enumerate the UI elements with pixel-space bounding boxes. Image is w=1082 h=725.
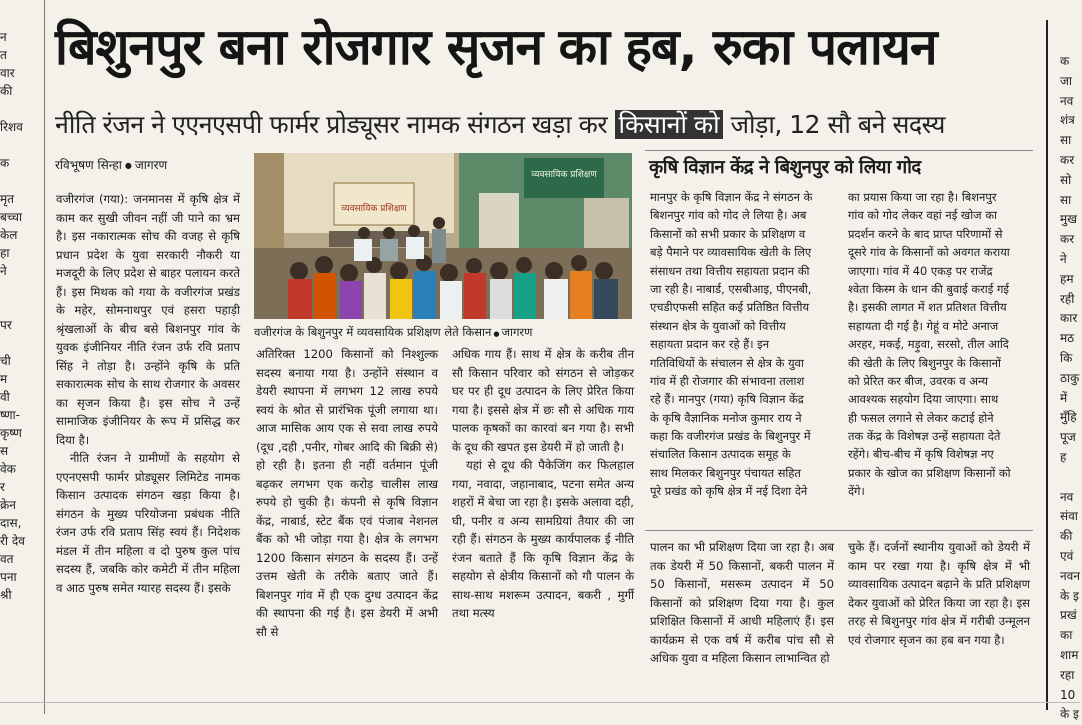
- subheadline: [55, 103, 1030, 147]
- adjacent-text-fragment: पर: [0, 318, 12, 332]
- adjacent-text-fragment: क: [1060, 54, 1070, 68]
- adjacent-text-fragment: वी: [0, 390, 10, 404]
- box-text-line: सहायता प्रदान कर रहे हैं। इन: [650, 337, 770, 352]
- article-paragraph: वजीरगंज (गया): जनमानस में कृषि क्षेत्र में काम कर सुखी जीवन नहीं जी पाने का भ्रम है। इस नकारात्मक सोच की वजह से कृषि प्रधान प्रदेश के युवा सरकारी नौकरी या मजदूरी के लिए प्रदेश से बाहर पलायन करते हैं। इस मिथक को गया के वजीरगंज प्रखंड के महेर, सोमनाथपुर एवं हसरा पहाड़ी श्रृंखलाओं के बीच बसे बिशनपुर गांव के युवक इंजीनियर नीति रंजन उर्फ रवि प्रताप सिंह ने तोड़ा है। उन्होंने कृषि के प्रति सकारात्मक सोच के साथ रोजगार के अवसर का सृजन किया है। इस सोच ने उन्हें सामाजिक इंजीनियर के रूप में प्रसिद्ध कर दिया है।: [56, 192, 240, 447]
- adjacent-text-fragment: [0, 172, 42, 190]
- headline: बिशुनपुर बना रोजगार सृजन का हब, रुका पलायन: [55, 18, 937, 76]
- box-text-line: गांव को गोद लेकर वहां नई खोज का: [848, 208, 997, 223]
- box-text-line: कहा कि वजीरगंज प्रखंड के बिशुनपुर में: [650, 429, 811, 444]
- box-text-line: साथ मिलकर बिशुनपुर पंचायत सहित: [650, 465, 801, 480]
- adjacent-text-fragment: न: [0, 30, 7, 44]
- byline-author: रविभूषण सिन्हा: [55, 158, 122, 172]
- byline-paper: जागरण: [134, 158, 168, 172]
- adjacent-text-fragment: वेक: [0, 462, 16, 476]
- adjacent-text-fragment: संवा: [1060, 509, 1078, 524]
- adjacent-text-fragment: शंत्र: [1060, 113, 1075, 128]
- left-adjacent-column: [0, 28, 42, 688]
- byline-dot: ●: [124, 160, 132, 170]
- box-text-line: रहे हैं। मानपुर (गया) कृषि विज्ञान केंद्र: [650, 392, 804, 407]
- adjacent-text-fragment: ने: [1060, 251, 1067, 266]
- box-text-line: बड़े पैमाने पर व्यावसायिक खेती के लिए: [650, 245, 812, 260]
- adjacent-text-fragment: [0, 298, 42, 316]
- adjacent-text-fragment: प्रखं: [1060, 608, 1077, 623]
- box-text-line: एचडीएफसी सहित कई प्रतिष्ठित वित्तीय: [650, 300, 810, 315]
- training-photo-illustration: [254, 153, 632, 319]
- adjacent-text-fragment: की: [0, 84, 13, 98]
- adjacent-text-fragment: ची: [0, 354, 11, 368]
- adjacent-text-fragment: वत: [0, 552, 14, 566]
- adjacent-text-fragment: ने: [0, 264, 7, 278]
- adjacent-text-fragment: श्री: [0, 588, 12, 602]
- article-column-1: [56, 190, 240, 690]
- adjacent-text-fragment: सा: [1060, 133, 1072, 148]
- adjacent-text-fragment: [1060, 468, 1082, 488]
- box-text-line: के कृषि वैज्ञानिक मनोज कुमार राय ने: [650, 410, 802, 425]
- box-text-line: संचालित किसान उत्पादक समूह के: [650, 447, 791, 462]
- adjacent-text-fragment: कर: [1060, 152, 1075, 167]
- box-text-line: संसाधन तथा वित्तीय सहायता प्रदान की: [650, 263, 810, 278]
- box-title: कृषि विज्ञान केंद्र ने बिशुनपुर को लिया गोद: [649, 157, 921, 178]
- box-text-line: आवश्यक सहयोग दिया जाएगा। साथ: [848, 392, 999, 407]
- adjacent-text-fragment: एवं: [1060, 548, 1074, 563]
- adjacent-text-fragment: सा: [1060, 192, 1072, 207]
- adjacent-text-fragment: [0, 136, 42, 154]
- adjacent-text-fragment: [0, 334, 42, 352]
- adjacent-text-fragment: रही: [1060, 291, 1075, 306]
- box-text-line: मानपुर के कृषि विज्ञान केंद्र ने संगठन के: [650, 190, 813, 204]
- subhead-text: नीति रंजन ने एएनएसपी फार्मर प्रोड्यूसर नामक संगठन खड़ा कर: [55, 110, 615, 139]
- box-text-line: देंगे।: [848, 484, 865, 499]
- adjacent-text-fragment: त: [0, 48, 7, 62]
- box-text-line: बिशनपुर गांव को गोद ले लिया है। अब: [650, 208, 807, 223]
- box-text-line: गांव में ही रोजगार की संभावना तलाश: [650, 373, 805, 388]
- adjacent-text-fragment: री देव: [0, 534, 25, 548]
- adjacent-text-fragment: की: [1060, 529, 1073, 544]
- box-text-line: को प्रेरित कर बीज, उवरक व अन्य: [848, 373, 988, 388]
- adjacent-text-fragment: केल: [0, 228, 18, 242]
- adjacent-text-fragment: स: [0, 444, 9, 458]
- adjacent-text-fragment: के इ: [1060, 707, 1079, 722]
- box-text-line: तक केंद्र के विशेषज्ञ उन्हें सहायता देते: [848, 429, 1001, 444]
- adjacent-text-fragment: रिशव: [0, 120, 23, 134]
- right-column-divider: [1046, 20, 1048, 710]
- right-adjacent-column: [1060, 52, 1082, 722]
- adjacent-text-fragment: मुख: [1060, 212, 1077, 227]
- box-text-line: अरहर, मकई, मड़ुवा, सरसो, तील आदि: [848, 337, 1009, 352]
- page-bottom-edge: [0, 702, 1080, 703]
- left-column-divider: [44, 0, 45, 714]
- adjacent-text-fragment: हम: [1060, 271, 1074, 286]
- box-column-a: [650, 188, 840, 518]
- photo-caption: [254, 322, 634, 342]
- box-bottom-rule: [645, 530, 1033, 531]
- adjacent-text-fragment: म: [0, 372, 8, 386]
- adjacent-text-fragment: नव: [1060, 93, 1074, 108]
- adjacent-text-fragment: 10: [1060, 687, 1076, 702]
- adjacent-text-fragment: ह: [1060, 449, 1067, 464]
- box-text-line: श्वेता किस्म के धान की बुवाई कराई गई: [848, 281, 1009, 296]
- photo-caption-text: वजीरगंज के बिशुनपुर में व्यवसायिक प्रशिक्षण लेते किसान: [254, 325, 492, 339]
- box-text-line: दूसरे गांव के किसानों को अवगत कराया: [848, 245, 1010, 260]
- box-text-line: रहेंगे। बीच-बीच में कृषि विशेषज्ञ नए: [848, 447, 994, 462]
- adjacent-text-fragment: ठाकु: [1060, 370, 1080, 385]
- subhead-text-end: जोड़ा, 12 सौ बने सदस्य: [723, 110, 945, 139]
- adjacent-text-fragment: जा: [1060, 73, 1073, 88]
- box-text-line: जाएगा। गांव में 40 एकड़ पर राजेंद्र: [848, 263, 993, 278]
- banner-text: व्यवसायिक प्रशिक्षण: [341, 204, 407, 214]
- adjacent-text-fragment: [0, 280, 42, 298]
- byline: [55, 156, 167, 175]
- box-text-line: की खेती के लिए बिशुनपुर के किसानों: [848, 355, 1001, 370]
- box-top-rule: [645, 150, 1033, 151]
- box-text-line: सहायता दी गई है। गेहूं व मोटे अनाज: [848, 318, 999, 333]
- box-text-line: प्रदर्शन करने के बाद प्राप्त परिणामों से: [848, 226, 1003, 241]
- box-text-line: संस्थान क्षेत्र के युवाओं को वित्तीय: [650, 318, 786, 333]
- article-paragraph: यहां से दूध की पैकेजिंग कर फिलहाल गया, नवादा, जहानाबाद, पटना समेत अन्य शहरों में बेचा जा रहा है। इसके अलावा दही, घी, पनीर व अन्य सामग्रियां तैयार की जा रही हैं। संगठन के मुख्य कार्यपालक ई नीति रंजन बताते हैं कि कृषि विज्ञान केंद्र के सहयोग से क्षेत्रीय किसानों को गौ पालन के साथ-साथ मशरूम उत्पादन, बकरी , मुर्गी तथा मत्स्य: [452, 458, 634, 620]
- photo-caption-paper: जागरण: [501, 325, 533, 339]
- box-text-line: है। इसकी लागत में शत प्रतिशत वित्तीय: [848, 300, 1007, 315]
- box-text-line: गतिविधियों के संचालन से क्षेत्र के युवा: [650, 355, 804, 370]
- box-text-line: पूरे प्रखंड को कृषि क्षेत्र में नई दिशा देने: [650, 484, 808, 499]
- article-paragraph: चुके हैं। दर्जनों स्थानीय युवाओं को डेयरी में काम पर रखा गया है। कृषि क्षेत्र में भी व्यावसायिक उत्पादन बढ़ाने के प्रति प्रशिक्षण देकर युवाओं को प्रेरित किया जा रहा है। इस तरह से बिशुनपुर गांव क्षेत्र में गरीबी उन्मूलन एवं रोजगार सृजन का हब बन गया है।: [848, 540, 1030, 647]
- article-paragraph: अतिरिक्त 1200 किसानों को निश्शुल्क सदस्य बनाया गया है। उन्होंने संस्थान व डेयरी स्थापना में लगभग 12 लाख रुपये स्वयं के श्रोत से प्रारंभिक पूंजी लगाया था। आज मासिक आय एक से सवा लाख रुपये (दूध ,दही ,पनीर, गोबर आदि की बिक्री से) हो रही है। इतना ही नहीं वर्तमान पूंजी बढ़कर लगभग एक करोड़ चालीस लाख रुपये हो चुकी है। कंपनी से कृषि विज्ञान केंद्र, नाबार्ड, स्टेट बैंक एवं पंजाब नेशनल बैंक को भी जोड़ा गया है। क्षेत्र के लगभग 1200 किसान संगठन के सदस्य हैं। उन्हें उत्तम खेती के तरीके बताए जाते हैं। बिशनपुर गांव में ही एक दुग्ध उत्पादन केंद्र की स्थापना की गई है। इस डेयरी में अभी सौ से: [256, 347, 438, 639]
- box-text-line: का प्रयास किया जा रहा है। बिशनपुर: [848, 190, 997, 204]
- training-photo: [254, 153, 632, 319]
- adjacent-text-fragment: क्रेन: [0, 498, 16, 512]
- adjacent-text-fragment: सो: [1060, 172, 1072, 187]
- article-paragraph: पालन का भी प्रशिक्षण दिया जा रहा है। अब तक डेयरी में 50 किसानों, बकरी पालन में 50 किसानों, मसरूम उत्पादन में 50 किसानों को प्रशिक्षण दिया गया है। कुल प्रशिक्षित किसानों में आधी महिलाएं हैं। इस कार्यक्रम से एक वर्ष में करीब पांच सौ से अधिक युवा व महिला किसान लाभान्वित हो: [650, 540, 834, 665]
- box-column-b: [848, 188, 1028, 518]
- subhead-highlight: किसानों को: [615, 110, 724, 139]
- adjacent-text-fragment: मठ: [1060, 331, 1075, 346]
- adjacent-text-fragment: रहा: [1060, 667, 1075, 682]
- box-text-line: ही फसल लगाने से लेकर कटाई होने: [848, 410, 994, 425]
- adjacent-text-fragment: हा: [0, 246, 10, 260]
- adjacent-text-fragment: बच्चा: [0, 210, 23, 224]
- box-text-line: किसानों को सभी प्रकार के प्रशिक्षण व: [650, 226, 806, 241]
- adjacent-text-fragment: ष्णा-: [0, 408, 20, 422]
- adjacent-text-fragment: पना: [0, 570, 17, 584]
- adjacent-text-fragment: र: [0, 480, 5, 494]
- adjacent-text-fragment: पूज: [1060, 430, 1076, 445]
- article-column-3: [452, 345, 634, 690]
- adjacent-text-fragment: का: [1060, 628, 1073, 643]
- box-text-line: जा रही है। नाबार्ड, एसबीआइ, पीएनबी,: [650, 281, 812, 296]
- article-paragraph: अधिक गाय हैं। साथ में क्षेत्र के करीब तीन सौ किसान परिवार को संगठन से जोड़कर घर पर ही दूध उत्पादन के लिए प्रेरित किया गया है। इससे क्षेत्र में छः सौ से अधिक गाय पालक कृषकों का कारवां बन गया है। सभी के दूध की खपत इस डेयरी में हो जाती है।: [452, 347, 634, 454]
- adjacent-text-fragment: शाम: [1060, 647, 1079, 662]
- adjacent-text-fragment: कार: [1060, 311, 1078, 326]
- adjacent-text-fragment: मुँहि: [1060, 410, 1077, 425]
- article-column-2: [256, 345, 438, 690]
- adjacent-text-fragment: के इ: [1060, 588, 1079, 603]
- article-paragraph: नीति रंजन ने ग्रामीणों के सहयोग से एएनएसपी फार्मर प्रोड्यूसर लिमिटेड नामक किसान उत्पादक संगठन खड़ा किया है। संगठन के मुख्य परियोजना प्रबंधक नीति रंजन उर्फ रवि प्रताप सिंह स्वयं हैं। निदेशक मंडल में तीन महिला व दो पुरुष कुल पांच सदस्य हैं, जबकि कोर कमेटी में तीन महिला व आठ पुरुष समेत ग्यारह सदस्य हैं। इसके: [56, 451, 240, 595]
- adjacent-text-fragment: में: [1060, 390, 1068, 405]
- adjacent-text-fragment: [0, 100, 42, 118]
- wall-sign: व्यवसायिक प्रशिक्षण: [531, 170, 597, 180]
- caption-dot: ●: [493, 330, 500, 338]
- adjacent-text-fragment: वार: [0, 66, 15, 80]
- adjacent-text-fragment: क: [0, 156, 10, 170]
- adjacent-text-fragment: कि: [1060, 350, 1073, 365]
- adjacent-text-fragment: दास,: [0, 516, 22, 530]
- article-column-5: [848, 538, 1030, 693]
- adjacent-text-fragment: नव: [1060, 489, 1074, 504]
- adjacent-text-fragment: मृत: [0, 192, 15, 206]
- adjacent-text-fragment: नवन: [1060, 568, 1080, 583]
- article-column-4: [650, 538, 834, 693]
- box-text-line: प्रकार के खोज का प्रशिक्षण किसानों को: [848, 465, 1011, 480]
- adjacent-text-fragment: कर: [1060, 232, 1075, 247]
- adjacent-text-fragment: कृष्ण: [0, 426, 22, 440]
